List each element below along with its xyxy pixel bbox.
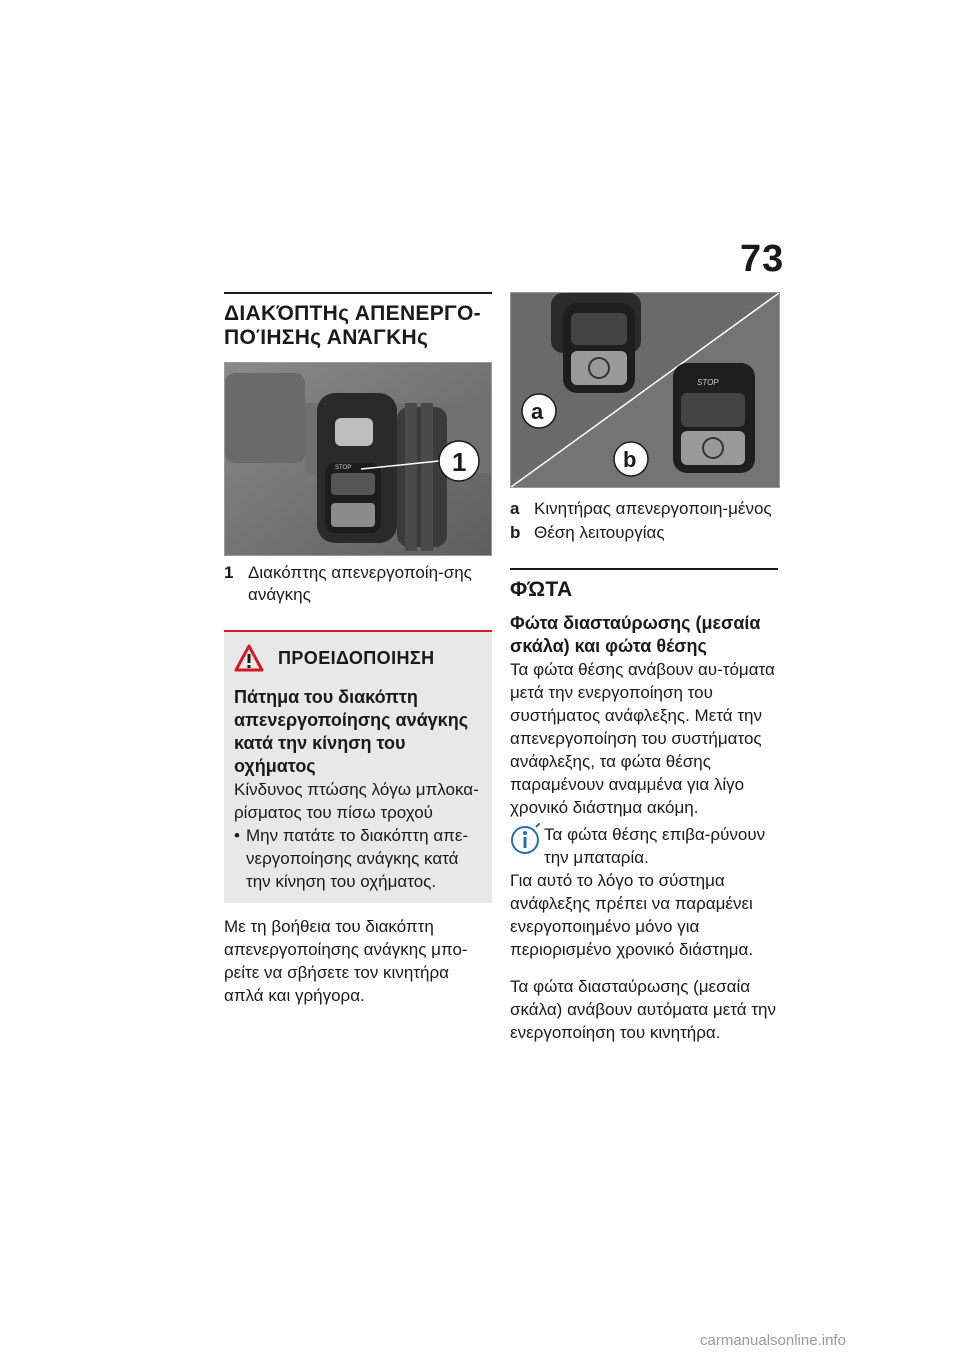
warning-bullet [234, 824, 482, 893]
warning-header [234, 644, 482, 672]
kill-switch-illustration [225, 363, 491, 555]
section-rule [510, 568, 778, 570]
callout-1: 1 [452, 447, 467, 477]
left-column [224, 292, 492, 1007]
note-text: Τα φώτα θέσης επιβα-ρύνουν την μπαταρία. [544, 825, 766, 867]
legend-item [510, 522, 778, 544]
lights-paragraph-1: Τα φώτα θέσης ανάβουν αυ-τόματα μετά την ενεργοποίηση του συστήματος ανάφλεξης. Μετά την απενεργοποίηση του συστήματος ανάφλεξης, τα φώτα θέσης παραμένουν αναμμένα για λίγο χρονικό διάστημα ακόμη. [510, 660, 775, 817]
kill-switch-figure [224, 362, 492, 556]
lights-paragraph-2: Τα φώτα διασταύρωσης (μεσαία σκάλα) ανάβουν αυτόματα μετά την ενεργοποίηση του κινητήρα. [510, 977, 776, 1042]
subheading-lights: Φώτα διασταύρωσης (μεσαία σκάλα) και φώτα θέσης [510, 613, 761, 656]
kill-switch-positions-figure [510, 292, 780, 488]
legend-text: Κινητήρας απενεργοποιη-μένος [534, 499, 772, 518]
label-b: b [623, 447, 637, 472]
legend-item [510, 498, 778, 520]
legend-item [224, 562, 492, 606]
page-number: 73 [740, 238, 785, 280]
warning-triangle-icon [234, 644, 264, 672]
legend-text: Διακόπτης απενεργοποίη-σης ανάγκης [248, 563, 472, 604]
footer-watermark: carmanualsonline.info [700, 1332, 846, 1349]
legend-key: b [510, 523, 521, 542]
stop-label-b: STOP [697, 378, 719, 387]
section-heading-kill-switch: ΔΙΑΚΌΠΤΗς ΑΠΕΝΕΡΓΟ-ΠΟΊΗΣΗς ΑΝΆΓΚΗς [224, 302, 481, 349]
warning-body: Κίνδυνος πτώσης λόγω μπλοκα-ρίσματος του πίσω τροχού [234, 780, 479, 822]
section-rule [224, 292, 492, 294]
label-a: a [531, 399, 544, 424]
warning-title: Πάτημα του διακόπτη απενεργοποίησης ανάγκης κατά την κίνηση του οχήματος [234, 687, 469, 776]
note-continuation: Για αυτό το λόγο το σύστημα ανάφλεξης πρέπει να παραμένει ενεργοποιημένο μόνο για περιορισμένο χρονικό διάστημα. [510, 871, 754, 959]
warning-box [224, 630, 492, 903]
section-heading-lights: ΦΏΤΑ [510, 578, 573, 601]
kill-switch-positions-illustration [511, 293, 779, 487]
info-note-icon [510, 823, 540, 857]
legend-text: Θέση λειτουργίας [534, 523, 665, 542]
warning-label: ΠΡΟΕΙΔΟΠΟΙΗΣΗ [278, 647, 435, 668]
right-column [510, 292, 778, 1044]
legend-key: a [510, 499, 520, 518]
note-icon-wrapper [510, 823, 544, 869]
bullet-dot: • [234, 826, 240, 845]
note-block [510, 823, 778, 869]
warning-bullet-text: Μην πατάτε το διακόπτη απε-νεργοποίησης ανάγκης κατά την κίνηση του οχήματος. [246, 826, 469, 891]
kill-switch-paragraph: Με τη βοήθεια του διακόπτη απενεργοποίησης ανάγκης μπο-ρείτε να σβήσετε τον κινητήρα απλά και γρήγορα. [224, 917, 468, 1005]
legend-key: 1 [224, 563, 234, 582]
stop-label: STOP [335, 465, 352, 471]
